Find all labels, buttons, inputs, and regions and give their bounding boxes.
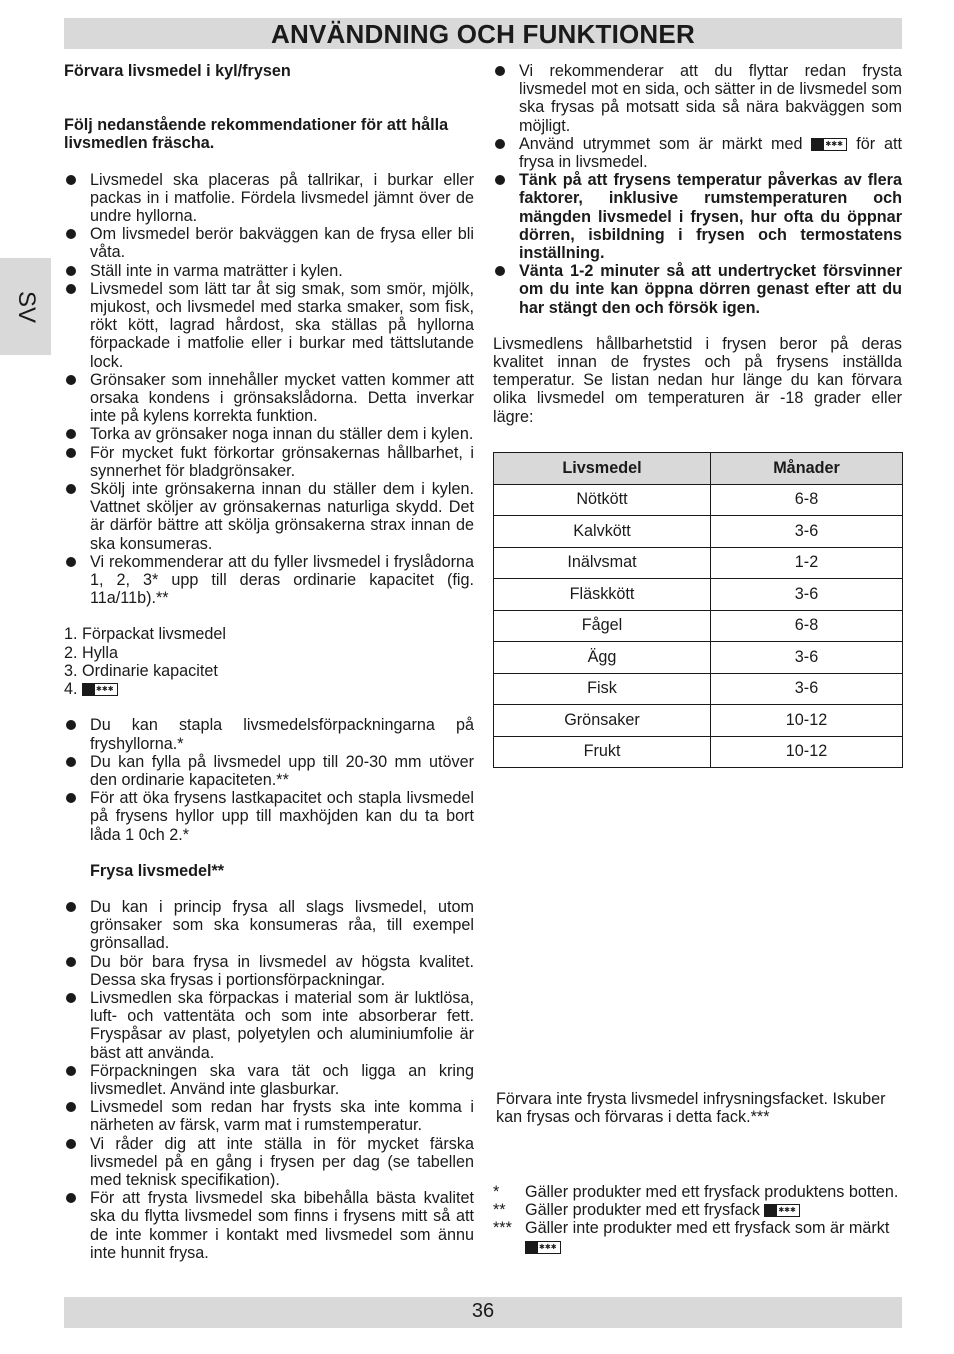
table-cell: Frukt xyxy=(494,736,711,768)
table-cell: 1-2 xyxy=(711,547,903,579)
numbered-item: 3. Ordinarie kapacitet xyxy=(64,661,218,680)
table-header: Månader xyxy=(711,453,903,485)
list-item: Ställ inte in varma maträtter i kylen. xyxy=(64,262,474,280)
list-item: Du kan fylla på livsmedel upp till 20-30 mm utöver den ordinarie kapaciteten.** xyxy=(64,753,474,789)
section-subheading: Följ nedanstående rekommendationer för att hålla livsmedlen fräscha. xyxy=(64,116,449,153)
table-cell: 3-6 xyxy=(711,642,903,674)
freezer-star-icon xyxy=(811,138,847,151)
table-row xyxy=(494,610,903,642)
list-item: Skölj inte grönsakerna innan du ställer dem i kylen. Vattnet sköljer av grönsakernas naturliga skydd. Det är därför bättre att skölja grönsakerna strax innan de ska konsumeras. xyxy=(64,480,474,553)
freezer-star-icon xyxy=(525,1241,561,1254)
table-row xyxy=(494,516,903,548)
table-cell: 3-6 xyxy=(711,579,903,611)
list-item: För att frysta livsmedel ska bibehålla bästa kvalitet ska du flytta livsmedel som finns i frysens mitt så att de inte kommer i kontakt med livsmedel som ännu inte hunnit frysa. xyxy=(64,1189,474,1262)
numbered-item: 1. Förpackat livsmedel xyxy=(64,625,226,644)
list-item: Använd utrymmet som är märkt med ✱✱✱ för att frysa in livsmedel. xyxy=(493,135,902,171)
footnotes xyxy=(493,1183,902,1256)
footer-bar xyxy=(64,1297,902,1328)
table-cell: 6-8 xyxy=(711,610,903,642)
numbered-item: 4. ✱✱✱ xyxy=(64,680,474,698)
list-item: För att öka frysens lastkapacitet och stapla livsmedel på frysens hyllor upp till maxhöjden kan du ta bort låda 1 0ch 2.* xyxy=(64,789,474,844)
list-item: Tänk på att frysens temperatur påverkas av flera faktorer, inklusive rumstemperaturen och mängden livsmedel i frysen, hur ofta du öppnar dörren, isbildning i frysen och termostatens inställning. xyxy=(493,171,902,262)
bullet-list xyxy=(64,898,474,1262)
list-item: Vänta 1-2 minuter så att undertrycket försvinner om du inte kan öppna dörren genast efter att du har stängt den och försök igen. xyxy=(493,262,902,317)
list-item: Du kan stapla livsmedelsförpackningarna på fryshyllorna.* xyxy=(64,716,474,752)
storage-paragraph: Livsmedlens hållbarhetstid i frysen beror på deras kvalitet innan de frystes och på frysens inställda temperatur. Se listan nedan hur länge du kan förvara olika livsmedel om temperaturen är -18 grader eller lägre: xyxy=(493,334,902,426)
ice-cube-note: Förvara inte frysta livsmedel infrysningsfacket. Iskuber kan frysas och förvaras i detta fack.*** xyxy=(496,1090,886,1127)
page-number: 36 xyxy=(471,1300,495,1322)
table-row xyxy=(494,642,903,674)
list-item: Du bör bara frysa in livsmedel av högsta kvalitet. Dessa ska frysas i portionsförpackningar. xyxy=(64,953,474,989)
list-item: Vi råder dig att inte ställa in för mycket färska livsmedel på en gång i frysen per dag (se tabellen med teknisk specifikation). xyxy=(64,1135,474,1190)
footnote: *** Gäller inte produkter med ett frysfack som är märkt ✱✱✱ xyxy=(493,1219,902,1255)
numbered-item: 2. Hylla xyxy=(64,643,118,662)
table-cell: Grönsaker xyxy=(494,705,711,737)
list-item: Livsmedel som redan har frysts ska inte komma i närheten av färsk, varm mat i rumstemperatur. xyxy=(64,1098,474,1134)
list-item: Vi rekommenderar att du flyttar redan frysta livsmedel mot en sida, och sätter in de livsmedel som ska frysas på motsatt sida så nära bakväggen som möjligt. xyxy=(493,62,902,135)
right-column xyxy=(493,62,902,426)
table-cell: 10-12 xyxy=(711,705,903,737)
list-item: Grönsaker som innehåller mycket vatten kommer att orsaka kondens i grönsakslådorna. Detta inverkar inte på kylens korrekta funktion. xyxy=(64,371,474,426)
bullet-list xyxy=(64,171,474,608)
table-cell: Fläskkött xyxy=(494,579,711,611)
table-header: Livsmedel xyxy=(494,453,711,485)
footnote: * Gäller produkter med ett frysfack produktens botten. xyxy=(493,1183,899,1201)
storage-table xyxy=(493,452,903,768)
list-item: Torka av grönsaker noga innan du ställer dem i kylen. xyxy=(64,425,474,443)
table-cell: Kalvkött xyxy=(494,516,711,548)
list-item: Om livsmedel berör bakväggen kan de frysa eller bli våta. xyxy=(64,225,474,261)
footnote: ** Gäller produkter med ett frysfack ✱✱✱ xyxy=(493,1201,902,1219)
table-cell: Fisk xyxy=(494,673,711,705)
table-cell: Ägg xyxy=(494,642,711,674)
table-cell: 6-8 xyxy=(711,484,903,516)
table-cell: 3-6 xyxy=(711,673,903,705)
table-header-row xyxy=(494,453,903,485)
bullet-list xyxy=(493,62,902,317)
freezer-star-icon xyxy=(764,1204,800,1217)
table-cell: 3-6 xyxy=(711,516,903,548)
freezer-star-icon xyxy=(82,683,118,696)
list-item: Livsmedel ska placeras på tallrikar, i burkar eller packas in i matfolie. Fördela livsmedel jämnt över de undre hyllorna. xyxy=(64,171,474,226)
left-column xyxy=(64,62,474,1262)
language-label: SV xyxy=(12,290,40,323)
table-cell: Fågel xyxy=(494,610,711,642)
table-row xyxy=(494,579,903,611)
table-row xyxy=(494,736,903,768)
section-heading: Frysa livsmedel** xyxy=(90,861,225,880)
list-item: För mycket fukt förkortar grönsakernas hållbarhet, i synnerhet för bladgrönsaker. xyxy=(64,444,474,480)
language-tab xyxy=(0,258,51,355)
bullet-list xyxy=(64,716,474,843)
table-row xyxy=(494,673,903,705)
table-cell: Inälvsmat xyxy=(494,547,711,579)
list-item: Förpackningen ska vara tät och ligga an kring livsmedlet. Använd inte glasburkar. xyxy=(64,1062,474,1098)
page-title: ANVÄNDNING OCH FUNKTIONER xyxy=(271,19,695,49)
list-item: Livsmedel som lätt tar åt sig smak, som smör, mjölk, mjukost, och livsmedel med starka smaker, som fisk, rökt kött, lagrad hårdost, ska ställas på hyllorna förpackade i matfolie eller i burkar med tättslutande lock. xyxy=(64,280,474,371)
header-bar xyxy=(64,18,902,49)
list-item: Du kan i princip frysa all slags livsmedel, utom grönsaker som ska konsumeras råa, till exempel grönsallad. xyxy=(64,898,474,953)
numbered-list xyxy=(64,625,474,698)
section-heading: Förvara livsmedel i kyl/frysen xyxy=(64,62,291,80)
table-row xyxy=(494,547,903,579)
table-row xyxy=(494,705,903,737)
table-cell: Nötkött xyxy=(494,484,711,516)
table-row xyxy=(494,484,903,516)
list-item: Vi rekommenderar att du fyller livsmedel i fryslådorna 1, 2, 3* upp till deras ordinarie kapacitet (fig. 11a/11b).** xyxy=(64,553,474,608)
table-cell: 10-12 xyxy=(711,736,903,768)
list-item: Livsmedlen ska förpackas i material som är luktlösa, luft- och vattentäta och som inte absorberar fett. Fryspåsar av plast, polyetylen och aluminiumfolie är bäst att använda. xyxy=(64,989,474,1062)
